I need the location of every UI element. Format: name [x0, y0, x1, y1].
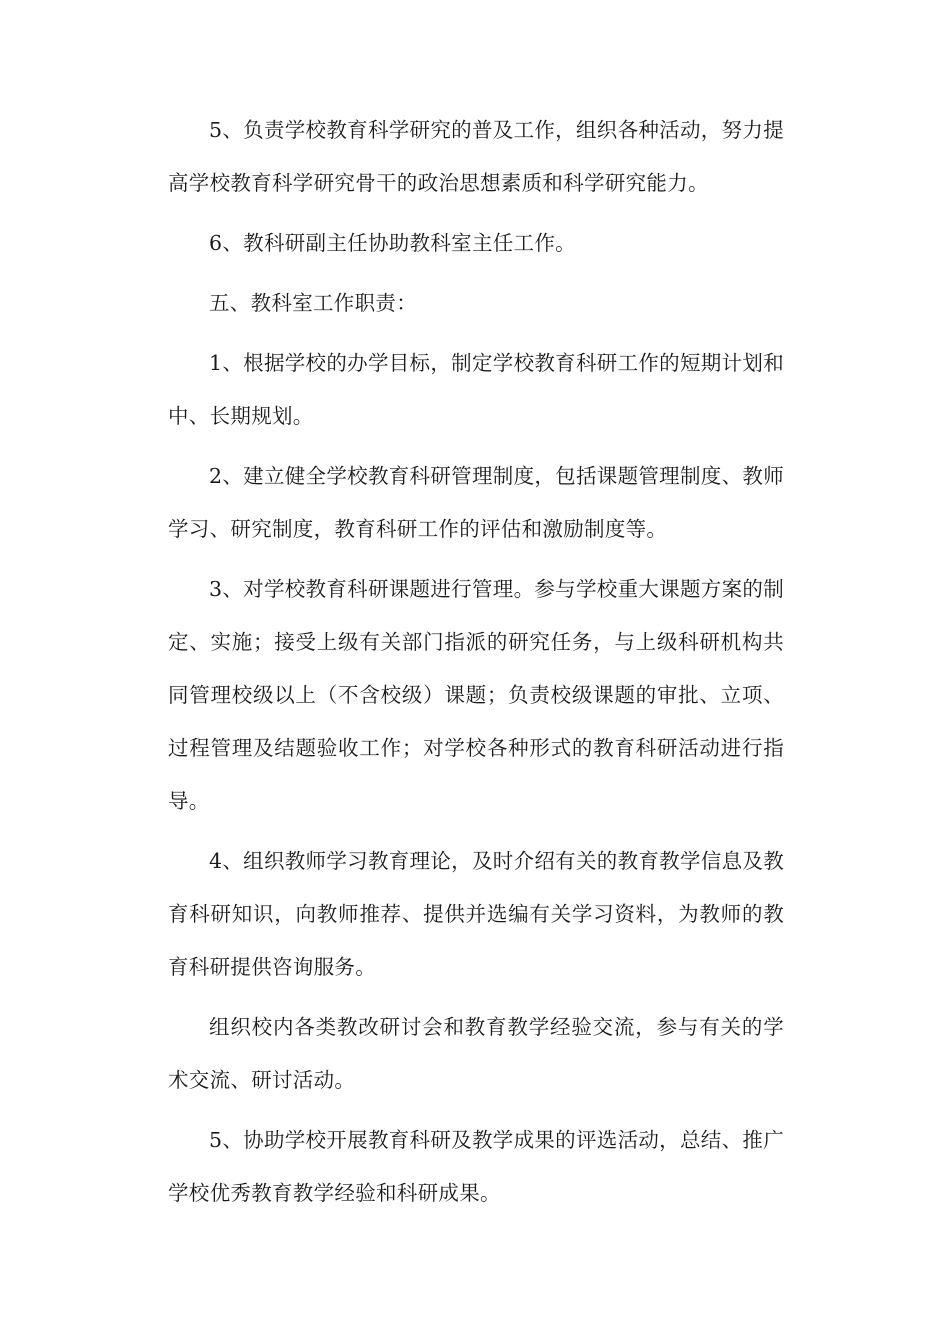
- paragraph-6: 4、组织教师学习教育理论，及时介绍有关的教育教学信息及教育科研知识，向教师推荐、提供并选编有关学习资料，为教师的教育科研提供咨询服务。: [168, 849, 784, 979]
- document-body: [168, 104, 784, 1227]
- paragraph-7: 组织校内各类教改研讨会和教育教学经验交流，参与有关的学术交流、研讨活动。: [168, 1015, 784, 1092]
- paragraph-3: 1、根据学校的办学目标，制定学校教育科研工作的短期计划和中、长期规划。: [168, 351, 784, 428]
- paragraph-8: 5、协助学校开展教育科研及教学成果的评选活动，总结、推广学校优秀教育教学经验和科研成果。: [168, 1128, 784, 1205]
- paragraph-5: 3、对学校教育科研课题进行管理。参与学校重大课题方案的制定、实施；接受上级有关部门指派的研究任务，与上级科研机构共同管理校级以上（不含校级）课题；负责校级课题的审批、立项、过程管理及结题验收工作；对学校各种形式的教育科研活动进行指导。: [168, 577, 784, 813]
- paragraph-4: 2、建立健全学校教育科研管理制度，包括课题管理制度、教师学习、研究制度，教育科研工作的评估和激励制度等。: [168, 464, 784, 541]
- paragraph-2: 6、教科研副主任协助教科室主任工作。: [209, 231, 576, 255]
- section-heading: 五、教科室工作职责：: [209, 291, 417, 315]
- paragraph-1: 5、负责学校教育科学研究的普及工作，组织各种活动，努力提高学校教育科学研究骨干的政治思想素质和科学研究能力。: [168, 118, 784, 195]
